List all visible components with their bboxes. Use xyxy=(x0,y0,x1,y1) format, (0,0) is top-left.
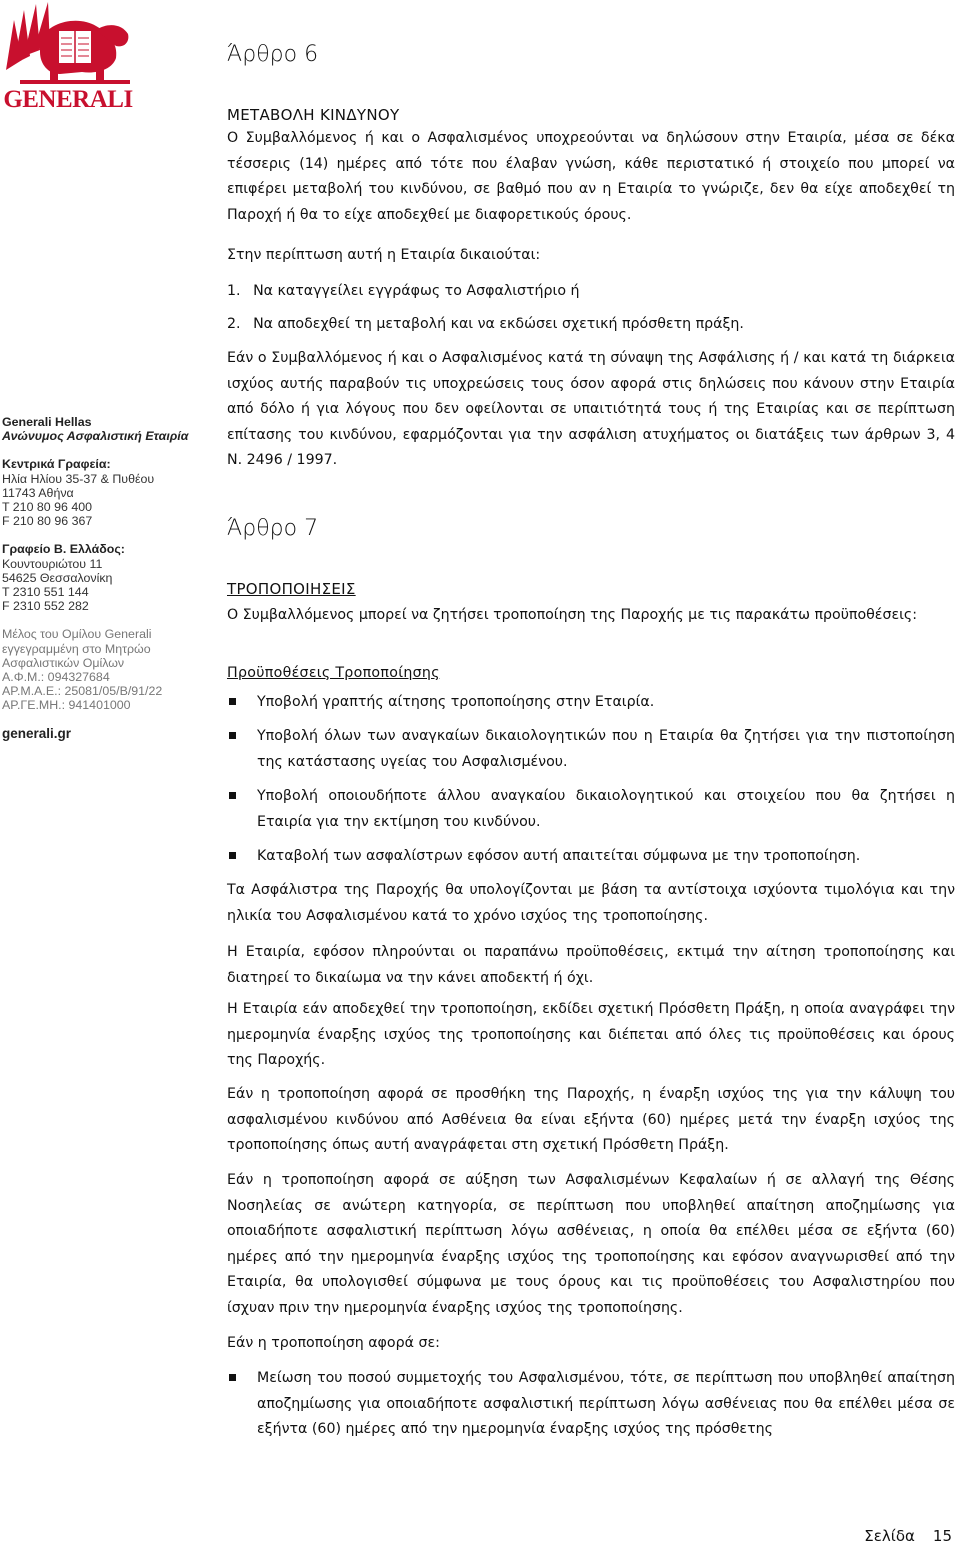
article-7-paragraph-2: Τα Ασφάλιστρα της Παροχής θα υπολογίζονται με βάση τα αντίστοιχα ισχύοντα τιμολόγια και την ηλικία του Ασφαλισμένου κατά το χρόνο ισχύος της τροποποίησης. xyxy=(227,882,955,924)
hq-address: Ηλία Ηλίου 35-37 & Πυθέου xyxy=(2,471,155,486)
armae-number: ΑΡ.Μ.Α.Ε.: 25081/05/Β/91/22 xyxy=(2,684,163,699)
north-office-tel: T 2310 551 144 xyxy=(2,585,89,600)
bullet-text: Καταβολή των ασφαλίστρων εφόσον αυτή απαιτείται σύμφωνα με την τροποποίηση. xyxy=(257,848,861,864)
reduction-bullet xyxy=(227,1366,955,1443)
article-7-heading: ΤΡΟΠΟΠΟΙΗΣΕΙΣ xyxy=(227,580,356,598)
afm-number: Α.Φ.Μ.: 094327684 xyxy=(2,670,110,685)
article-7-paragraph-7: Εάν η τροποποίηση αφορά σε: xyxy=(227,1335,440,1351)
article-7-paragraph-6: Εάν η τροποποίηση αφορά σε αύξηση των Ασφαλισμένων Κεφαλαίων ή σε αλλαγή της Θέσης Νοσηλείας σε ανώτερη κατηγορία, σε περίπτωση που υποβληθεί απαίτηση αποζημίωσης για οποιαδήποτε ασφαλιστική περίπτωση λόγω ασθένειας, η οποία θα επέλθει μέσα σε εξήντα (60) ημέρες από την ημερομηνία έναρξης ισχύος της τροποποίησης και εφόσον αναγνωρισθεί από την Εταιρία, θα υπολογισθεί σύμφωνα με τους όρους και τις προϋποθέσεις του Ασφαλιστηρίου που ίσχυαν πριν την ημερομηνία έναρξης ισχύος της τροποποίησης. xyxy=(227,1172,955,1316)
website-link[interactable]: generali.gr xyxy=(2,725,72,741)
generali-logo xyxy=(0,0,134,114)
article-6-paragraph-1: Ο Συμβαλλόμενος ή και ο Ασφαλισμένος υποχρεούνται να δηλώσουν στην Εταιρία, μέσα σε δέκα τέσσερις (14) ημέρες από τότε που έλαβαν γνώση, κάθε περιστατικό ή στοιχείο που μπορεί να επιφέρει μεταβολή του κινδύνου, σε βαθμό που αν η Εταιρία το γνώριζε, δεν θα είχε αποδεχθεί τη Παροχή ή θα το είχε αποδεχθεί με διαφορετικούς όρους. xyxy=(227,130,955,223)
article-6-list-item-2 xyxy=(227,312,744,338)
hq-city: 11743 Αθήνα xyxy=(2,485,74,500)
article-6-paragraph-2: Στην περίπτωση αυτή η Εταιρία δικαιούται: xyxy=(227,247,541,263)
north-office-label: Γραφείο Β. Ελλάδος: xyxy=(2,542,125,557)
article-6-heading: ΜΕΤΑΒΟΛΗ ΚΙΝΔΥΝΟΥ xyxy=(227,106,400,124)
square-bullet-icon xyxy=(229,792,236,799)
conditions-bullet xyxy=(227,724,955,775)
north-office-address: Κουντουριώτου 11 xyxy=(2,556,103,571)
conditions-subheading: Προϋποθέσεις Τροποποίησης xyxy=(227,665,440,681)
article-6-list-item-1 xyxy=(227,279,580,305)
hq-tel: T 210 80 96 400 xyxy=(2,500,93,515)
list-text: Να καταγγείλει εγγράφως το Ασφαλιστήριο ή xyxy=(253,283,580,299)
square-bullet-icon xyxy=(229,852,236,859)
square-bullet-icon xyxy=(229,698,236,705)
bullet-text: Υποβολή όλων των αναγκαίων δικαιολογητικών που η Εταιρία θα ζητήσει για την πιστοποίηση της κατάστασης υγείας του Ασφαλισμένου. xyxy=(257,728,955,770)
company-info-sidebar xyxy=(2,415,207,741)
argemi-number: ΑΡ.ΓΕ.ΜΗ.: 941401000 xyxy=(2,698,131,713)
bullet-text: Υποβολή οποιουδήποτε άλλου αναγκαίου δικαιολογητικού και στοιχείου που θα ζητήσει η Εταιρία για την εκτίμηση του κινδύνου. xyxy=(257,788,955,830)
list-number: 1. xyxy=(227,283,241,299)
logo-wordmark: GENERALI xyxy=(3,86,133,113)
article-7-paragraph-5: Εάν η τροποποίηση αφορά σε προσθήκη της Παροχής, η έναρξη ισχύος της για την κάλυψη του ασφαλισμένου κινδύνου από Ασθένεια θα είναι εξήντα (60) ημέρες μετά την έναρξη ισχύος της τροποποίησης όπως αυτή αναγράφεται στη σχετική Πρόσθετη Πράξη. xyxy=(227,1086,955,1154)
member-line-3: Ασφαλιστικών Ομίλων xyxy=(2,655,125,670)
conditions-bullet xyxy=(227,844,955,870)
conditions-bullet xyxy=(227,784,955,835)
page-footer xyxy=(864,1527,952,1545)
company-name: Generali Hellas xyxy=(2,415,92,429)
list-text: Να αποδεχθεί τη μεταβολή και να εκδώσει σχετική πρόσθετη πράξη. xyxy=(253,316,744,332)
hq-fax: F 210 80 96 367 xyxy=(2,514,93,529)
company-type: Ανώνυμος Ασφαλιστική Εταιρία xyxy=(2,429,189,444)
article-6-paragraph-3: Εάν ο Συμβαλλόμενος ή και ο Ασφαλισμένος κατά τη σύναψη της Ασφάλισης ή / και κατά τη διάρκεια ισχύος αυτής παραβούν τις υποχρεώσεις τους όσον αφορά στις δηλώσεις που κάνουν στην Εταιρία από δόλο ή για λόγους που δεν οφείλονται σε υπαιτιότητά τους ή της Εταιρίας και σε περίπτωση επίτασης του κινδύνου, εφαρμόζονται για την ασφάλιση ατυχήματος οι διατάξεις των άρθρων 3, 4 Ν. 2496 / 1997. xyxy=(227,350,955,469)
article-7-paragraph-1: Ο Συμβαλλόμενος μπορεί να ζητήσει τροποποίηση της Παροχής με τις παρακάτω προϋποθέσεις: xyxy=(227,607,918,623)
member-line-2: εγγεγραμμένη στο Μητρώο xyxy=(2,641,151,656)
north-office-city: 54625 Θεσσαλονίκη xyxy=(2,570,113,585)
article-7-paragraph-3: Η Εταιρία, εφόσον πληρούνται οι παραπάνω προϋποθέσεις, εκτιμά την αίτηση τροποποίησης και διατηρεί το δικαίωμα να την κάνει αποδεκτή ή όχι. xyxy=(227,944,955,986)
bullet-text: Υποβολή γραπτής αίτησης τροποποίησης στην Εταιρία. xyxy=(257,694,655,710)
member-line-1: Μέλος του Ομίλου Generali xyxy=(2,627,152,642)
article-7-title: Άρθρο 7 xyxy=(227,516,319,541)
bullet-text: Μείωση του ποσού συμμετοχής του Ασφαλισμένου, τότε, σε περίπτωση που υποβληθεί απαίτηση αποζημίωσης για οποιαδήποτε ασφαλιστική περίπτωση λόγω ασθένειας που θα επέλθει μέσα σε εξήντα (60) ημέρες από την ημερομηνία έναρξης ισχύος της πρόσθετης xyxy=(257,1370,955,1438)
page-label: Σελίδα xyxy=(864,1527,915,1545)
article-7-paragraph-4: Η Εταιρία εάν αποδεχθεί την τροποποίηση, εκδίδει σχετική Πρόσθετη Πράξη, η οποία αναγράφει την ημερομηνία έναρξης ισχύος της τροποποίησης και διέπεται από όλες τις προϋποθέσεις και όρους της Παροχής. xyxy=(227,1001,955,1069)
square-bullet-icon xyxy=(229,1374,236,1381)
square-bullet-icon xyxy=(229,732,236,739)
north-office-fax: F 2310 552 282 xyxy=(2,599,89,614)
hq-label: Κεντρικά Γραφεία: xyxy=(2,457,111,472)
conditions-bullet xyxy=(227,690,955,716)
list-number: 2. xyxy=(227,316,241,332)
article-6-title: Άρθρο 6 xyxy=(227,42,319,67)
page-number: 15 xyxy=(932,1527,952,1545)
winged-lion-icon xyxy=(0,0,134,90)
